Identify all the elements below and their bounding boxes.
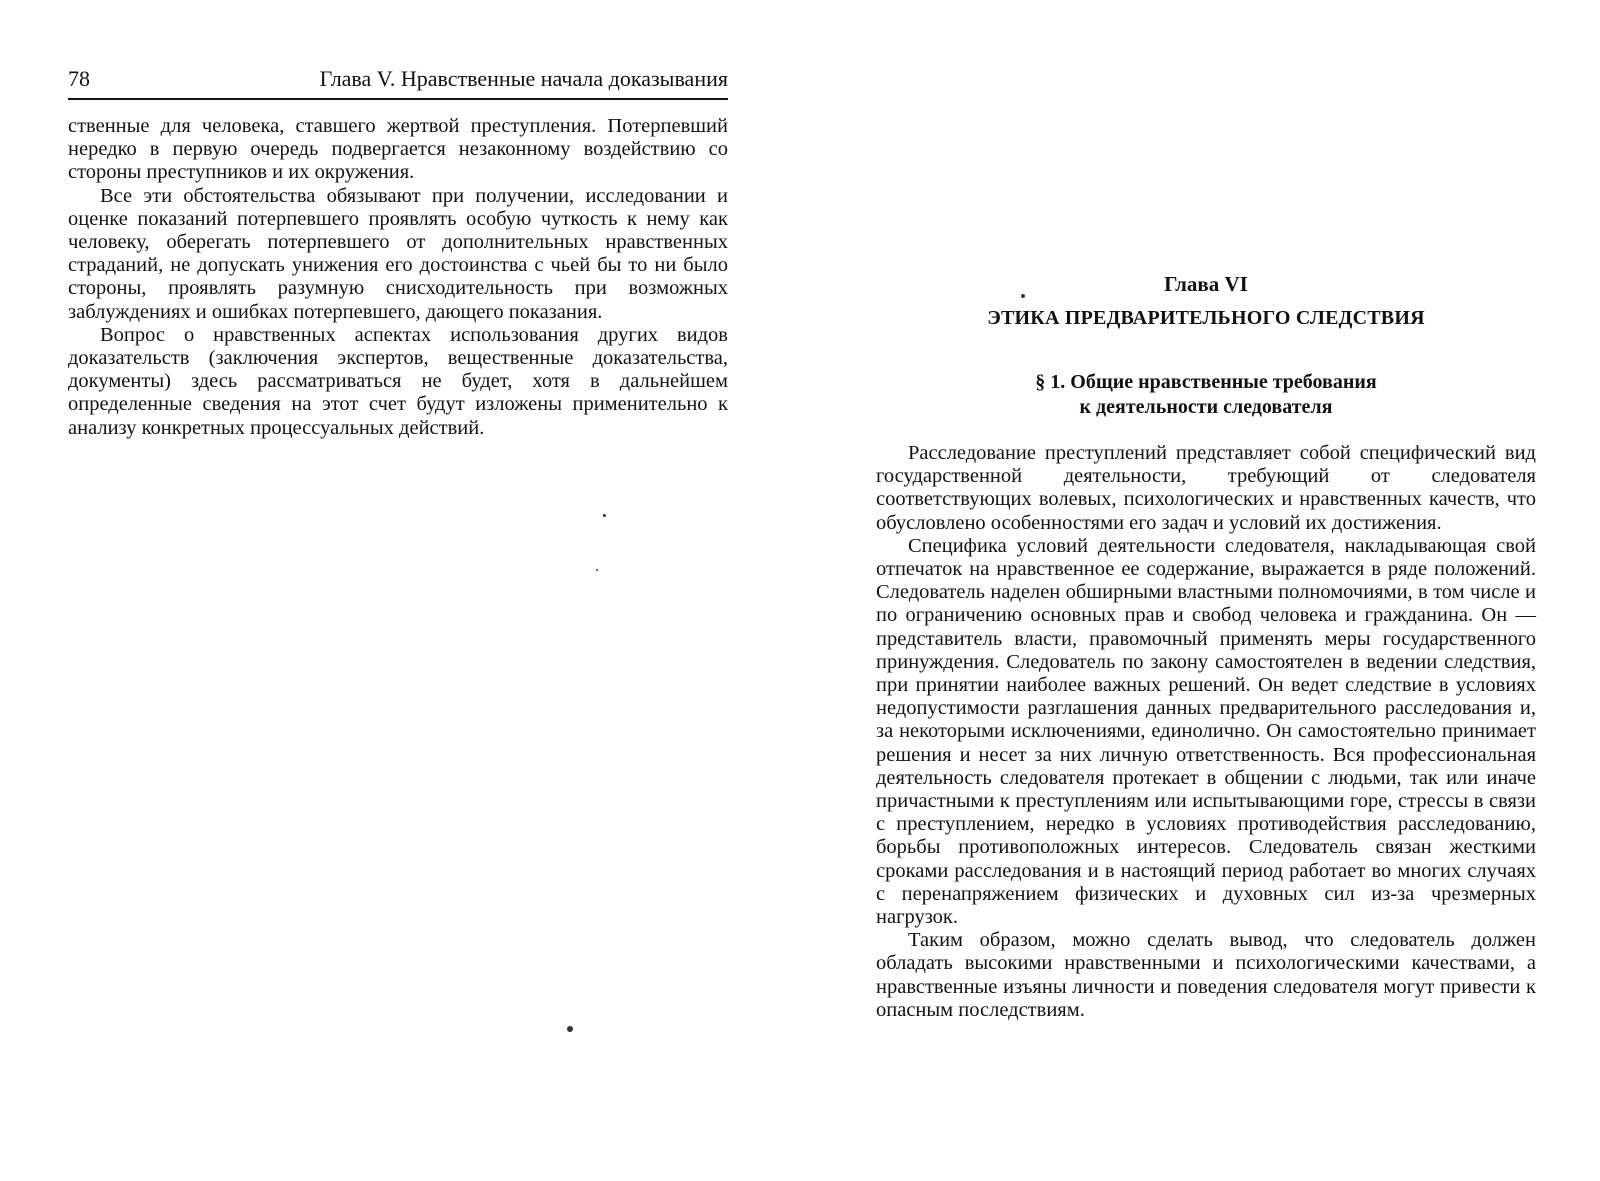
paragraph: Таким образом, можно сделать вывод, что следователь должен обладать высокими нравственными и психологическими качествами, а нравственные изъяны личности и поведения следователя могут привести к опасным последствиям. xyxy=(876,929,1536,1021)
paragraph: Специфика условий деятельности следователя, накладывающая свой отпечаток на нравственное ее содержание, выражается в ряде положений. Следователь наделен обширными властными полномочиями, в том числе и по ограничению основных прав и свобод человека и гражданина. Он — представитель власти, правомочный применять меры государственного принуждения. Следователь по закону самостоятелен в ведении следствия, при принятии наиболее важных решений. Он ведет следствие в условиях недопустимости разглашения данных предварительного расследования и, за некоторыми исключениями, единолично. Он самостоятельно принимает решения и несет за них личную ответственность. Вся профессиональная деятельность следователя протекает в общении с людьми, так или иначе причастными к преступлениям или испытывающими горе, стрессы в связи с преступлением, нередко в условиях противодействия расследованию, борьбы противоположных интересов. Следователь связан жесткими сроками расследования и в настоящий период работает во многих случаях с перенапряжением физических и духовных сил из-за чрезмерных нагрузок. xyxy=(876,534,1536,929)
left-running-header xyxy=(68,62,728,100)
page-number: 78 xyxy=(68,66,90,91)
chapter-title: ЭТИКА ПРЕДВАРИТЕЛЬНОГО СЛЕДСТВИЯ xyxy=(987,307,1425,329)
left-body-text xyxy=(68,115,728,440)
scan-speck xyxy=(567,1026,573,1032)
paragraph: Вопрос о нравственных аспектах использования других видов доказательств (заключения экспертов, вещественные доказательства, документы) здесь рассматриваться не будет, хотя в дальнейшем определенные сведения на этот счет будут изложены применительно к анализу конкретных процессуальных действий. xyxy=(68,323,728,439)
paragraph: ственные для человека, ставшего жертвой преступления. Потерпевший нередко в первую очередь подвергается незаконному воздействию со стороны преступников и их окружения. xyxy=(68,115,728,184)
section-heading xyxy=(876,370,1536,420)
chapter-label: Глава VI xyxy=(1164,272,1248,296)
section-heading-line: § 1. Общие нравственные требования xyxy=(1035,371,1377,393)
paragraph: Расследование преступлений представляет собой специфический вид государственной деятельности, требующий от следователя соответствующих волевых, психологических и нравственных качеств, что обусловлено особенностями его задач и условий их достижения. xyxy=(876,442,1536,534)
scan-speck xyxy=(603,514,606,517)
paragraph: Все эти обстоятельства обязывают при получении, исследовании и оценке показаний потерпевшего проявлять особую чуткость к нему как человеку, оберегать потерпевшего от дополнительных нравственных страданий, не допускать унижения его достоинства с чьей бы то ни было стороны, проявлять разумную снисходительность при возможных заблуждениях и ошибках потерпевшего, дающего показания. xyxy=(68,184,728,323)
running-header-title: Глава V. Нравственные начала доказывания xyxy=(319,66,728,91)
section-heading-line: к деятельности следователя xyxy=(1079,396,1333,418)
right-body-text xyxy=(876,442,1536,1022)
scan-speck xyxy=(1021,294,1025,298)
scan-speck xyxy=(596,569,598,571)
